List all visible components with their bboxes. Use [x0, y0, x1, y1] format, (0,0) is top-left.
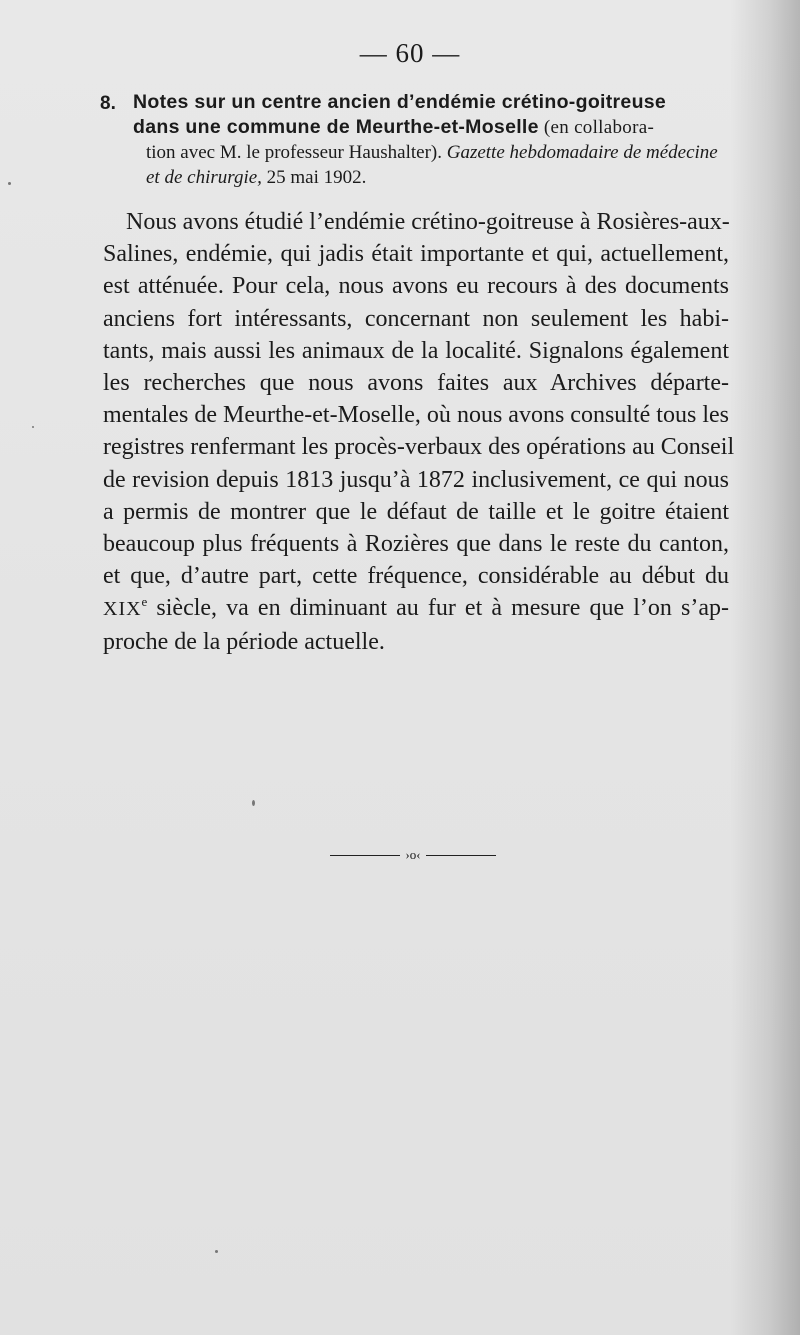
body-line: beaucoup plus fréquents à Rozières que dans le reste du canton,	[103, 531, 729, 558]
entry-title-line2-text: dans une commune de Meurthe-et-Moselle	[133, 116, 539, 138]
entry-journal: Gazette hebdomadaire de médecine	[446, 142, 718, 163]
body-line: de revision depuis 1813 jusqu’à 1872 inclusivement, ce qui nous	[103, 466, 729, 493]
paper-speck	[215, 1250, 218, 1253]
body-line-last: proche de la période actuelle.	[103, 628, 385, 655]
body-line: a permis de montrer que le défaut de taille et le goitre étaient	[103, 498, 729, 525]
body-line: anciens fort intéressants, concernant non seulement les habi-	[103, 305, 729, 332]
entry-collaboration-cont: tion avec M. le professeur Haushalter).	[146, 142, 442, 163]
entry-number: 8.	[100, 93, 116, 114]
bibliography-entry	[100, 90, 733, 190]
ornament-glyph: ›o‹	[405, 847, 421, 862]
body-line: mentales de Meurthe-et-Moselle, où nous avons consulté tous les	[103, 402, 729, 429]
body-line: registres renfermant les procès-verbaux des opérations au Conseil	[103, 434, 735, 461]
ornament-rule-left	[330, 855, 400, 856]
entry-reference-line1	[146, 140, 733, 165]
entry-title	[133, 90, 733, 140]
body-line: Salines, endémie, qui jadis était importante et qui, actuellement,	[103, 241, 729, 268]
body-paragraph	[103, 206, 735, 658]
body-line: Nous avons étudié l’endémie crétino-goitreuse à Rosières-aux-	[126, 209, 730, 235]
entry-date: 25 mai 1902.	[261, 167, 367, 188]
ornament-rule-right	[426, 855, 496, 856]
entry-reference	[146, 140, 733, 190]
paper-speck	[32, 426, 34, 428]
end-ornament	[330, 845, 496, 865]
century-numeral: XIX	[103, 598, 142, 621]
body-line-century	[103, 592, 729, 625]
century-superscript: e	[141, 594, 148, 610]
entry-title-line1: Notes sur un centre ancien d’endémie crétino-goitreuse	[133, 91, 667, 113]
entry-collaboration: (en collabora-	[538, 117, 655, 138]
body-line: tants, mais aussi les animaux de la localité. Signalons également	[103, 337, 729, 364]
body-line: est atténuée. Pour cela, nous avons eu recours à des documents	[103, 273, 729, 300]
entry-title-line2	[133, 115, 733, 140]
paper-speck	[8, 182, 11, 185]
body-line: les recherches que nous avons faites aux Archives départe-	[103, 370, 729, 397]
entry-reference-line2	[146, 165, 733, 190]
paper-speck	[252, 800, 255, 806]
body-line: et que, d’autre part, cette fréquence, considérable au début du	[103, 563, 729, 590]
page-number: — 60 —	[359, 38, 461, 68]
century-line-rest: siècle, va en diminuant au fur et à mesure que l’on s’ap-	[147, 595, 729, 622]
entry-journal-cont: et de chirurgie,	[146, 167, 262, 188]
